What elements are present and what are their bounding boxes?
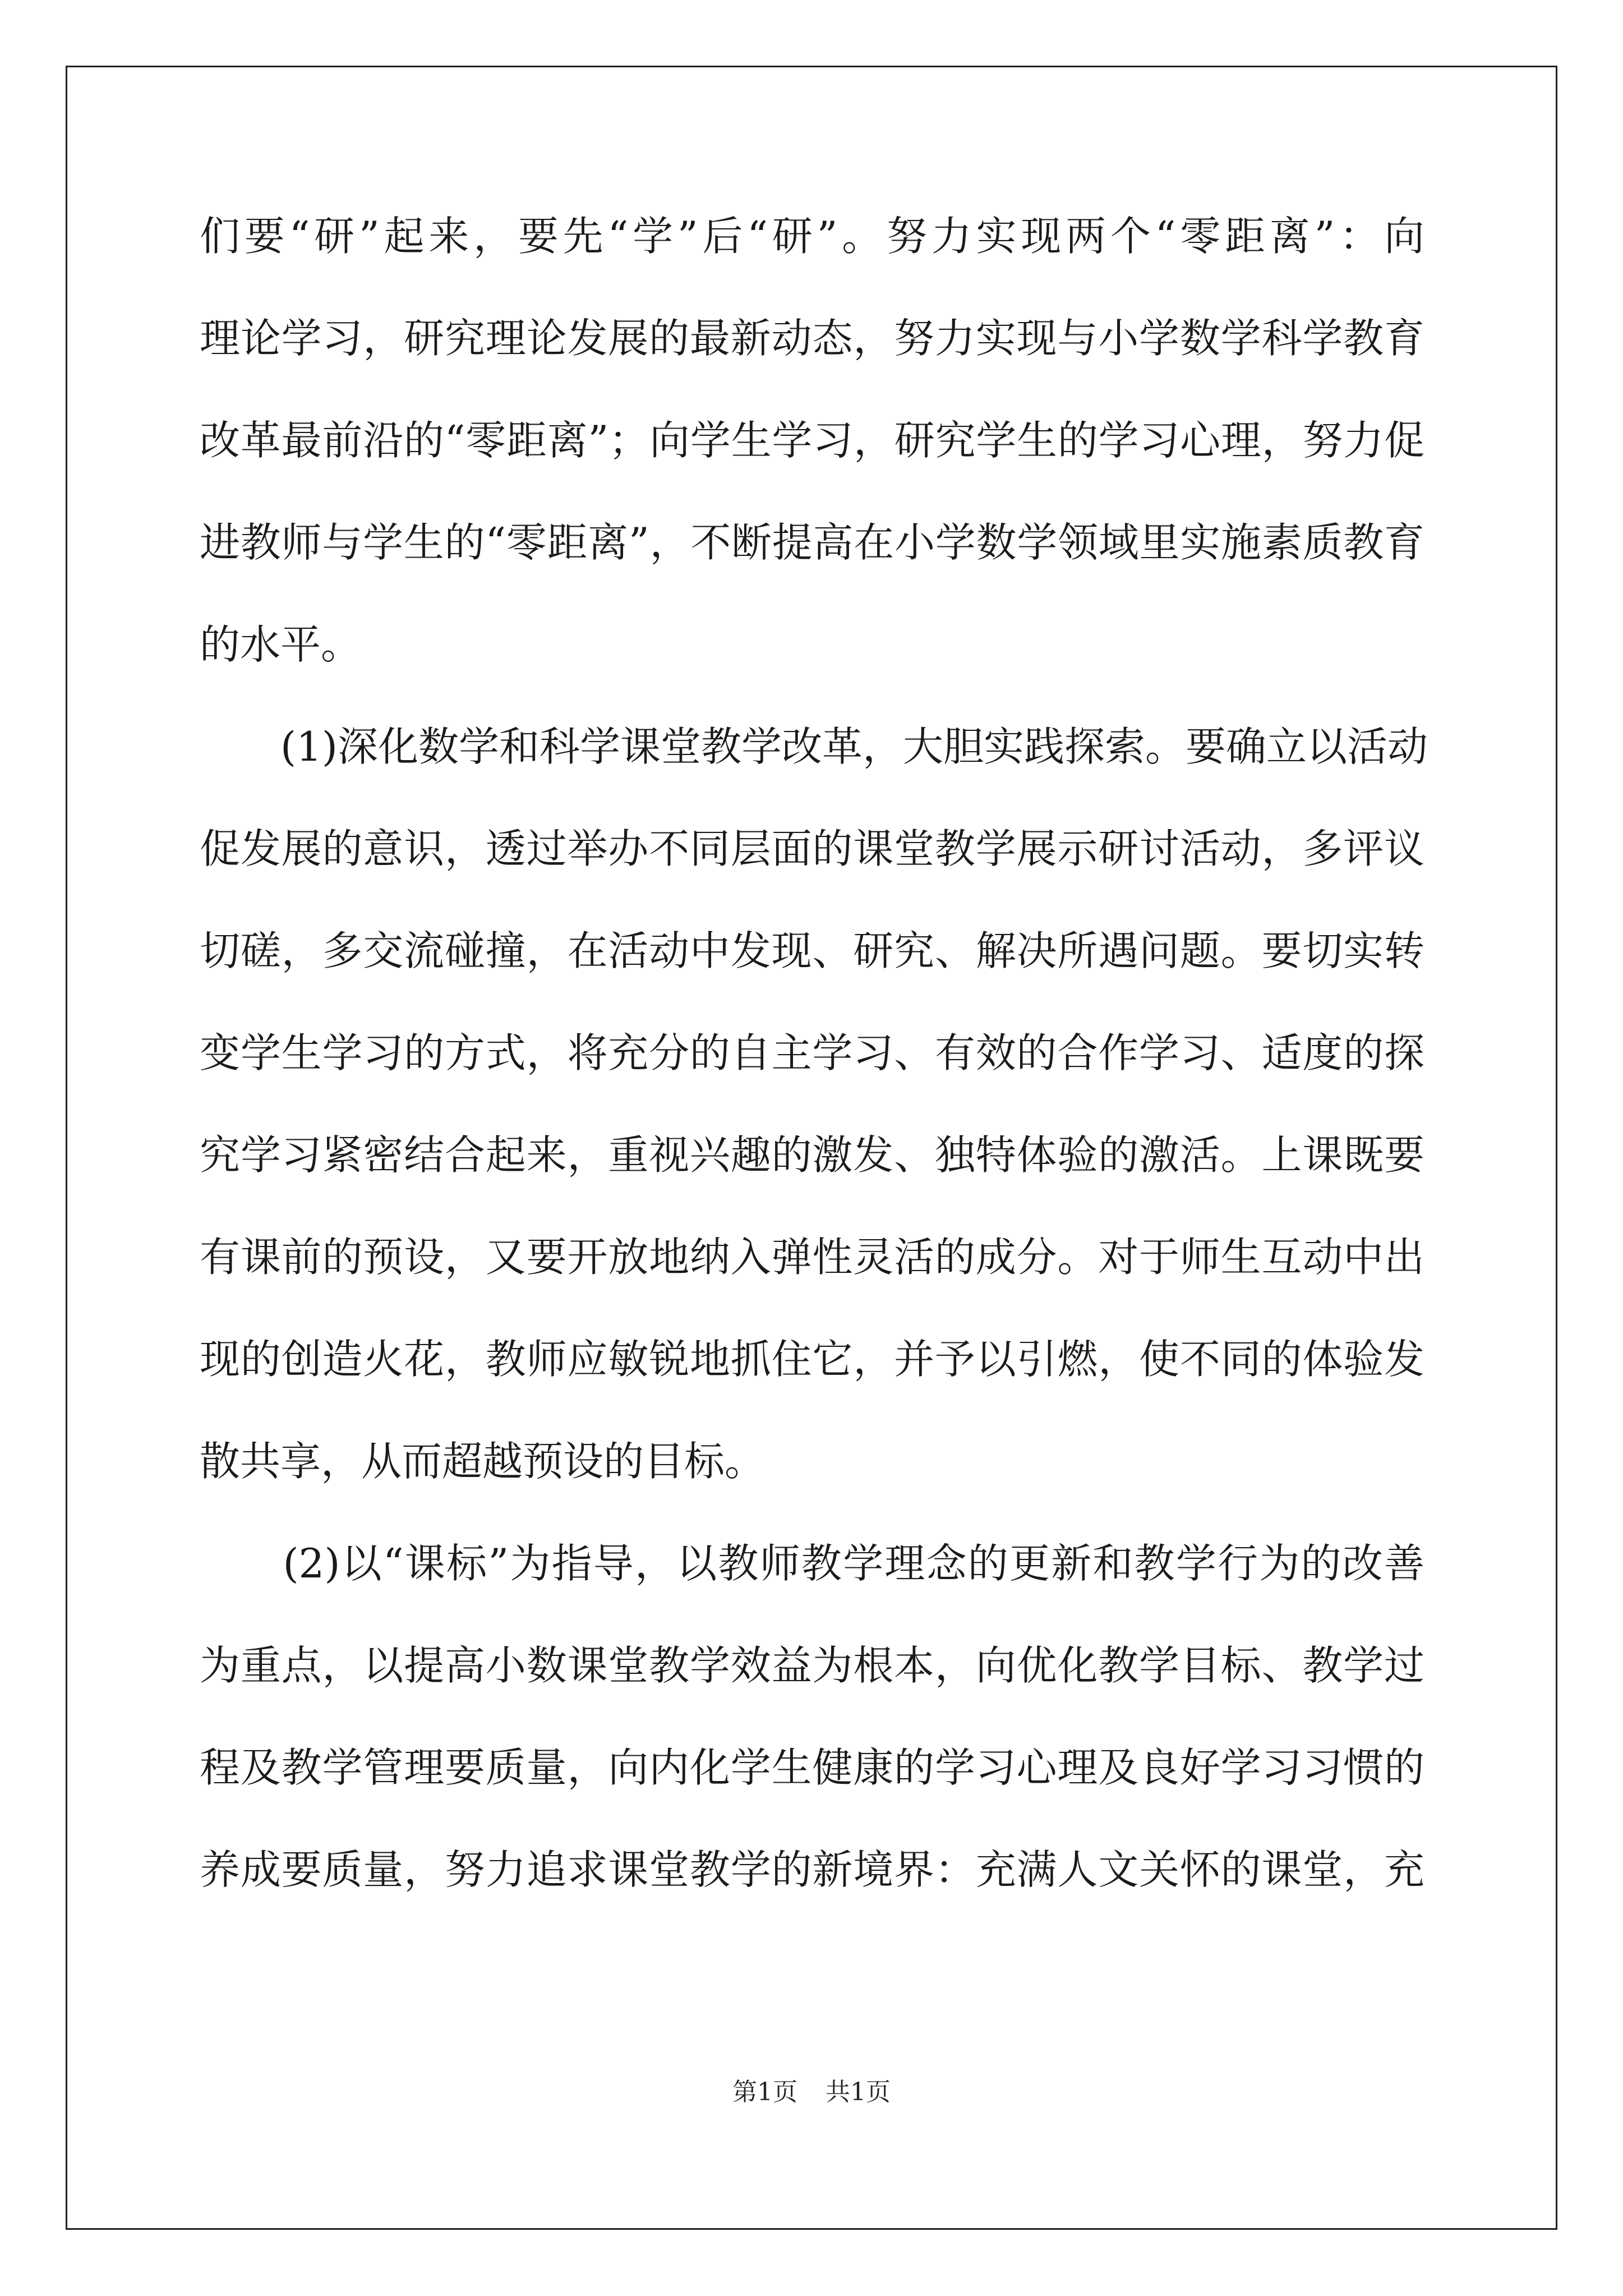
text-line: 散共享，从而超越预设的目标。: [200, 1438, 766, 1485]
text-line: (2)以“课标”为指导，以教师教学理念的更新和教学行为的改善: [200, 1540, 1424, 1587]
text-line: 们要“研”起来，要先“学”后“研”。努力实现两个“零距离”：向: [200, 213, 1424, 260]
text-line: 变学生学习的方式，将充分的自主学习、有效的合作学习、适度的探: [200, 1029, 1424, 1076]
page-footer: [0, 2076, 1623, 2109]
text-line: 的水平。: [200, 621, 362, 668]
text-line: 现的创造火花，教师应敏锐地抓住它，并予以引燃，使不同的体验发: [200, 1336, 1424, 1383]
text-line: 为重点，以提高小数课堂教学效益为根本，向优化教学目标、教学过: [200, 1642, 1424, 1689]
text-line: 养成要质量，努力追求课堂教学的新境界：充满人文关怀的课堂，充: [200, 1846, 1424, 1893]
text-line: 改革最前沿的“零距离”；向学生学习，研究学生的学习心理，努力促: [200, 417, 1424, 464]
text-line: 究学习紧密结合起来，重视兴趣的激发、独特体验的激活。上课既要: [200, 1131, 1424, 1179]
text-line: 程及教学管理要质量，向内化学生健康的学习心理及良好学习习惯的: [200, 1744, 1424, 1791]
text-line: 进教师与学生的“零距离”，不断提高在小学数学领域里实施素质教育: [200, 519, 1424, 566]
text-line: (1)深化数学和科学课堂教学改革，大胆实践探索。要确立以活动: [200, 723, 1428, 770]
text-line: 理论学习，研究理论发展的最新动态，努力实现与小学数学科学教育: [200, 315, 1424, 362]
document-body: [200, 185, 1428, 1921]
page-number-current: 第1页: [732, 2078, 797, 2106]
text-line: 促发展的意识，透过举办不同层面的课堂教学展示研讨活动，多评议: [200, 825, 1424, 872]
page-number-total: 共1页: [826, 2078, 891, 2106]
text-line: 有课前的预设，又要开放地纳入弹性灵活的成分。对于师生互动中出: [200, 1234, 1424, 1281]
text-line: 切磋，多交流碰撞，在活动中发现、研究、解决所遇问题。要切实转: [200, 927, 1424, 974]
